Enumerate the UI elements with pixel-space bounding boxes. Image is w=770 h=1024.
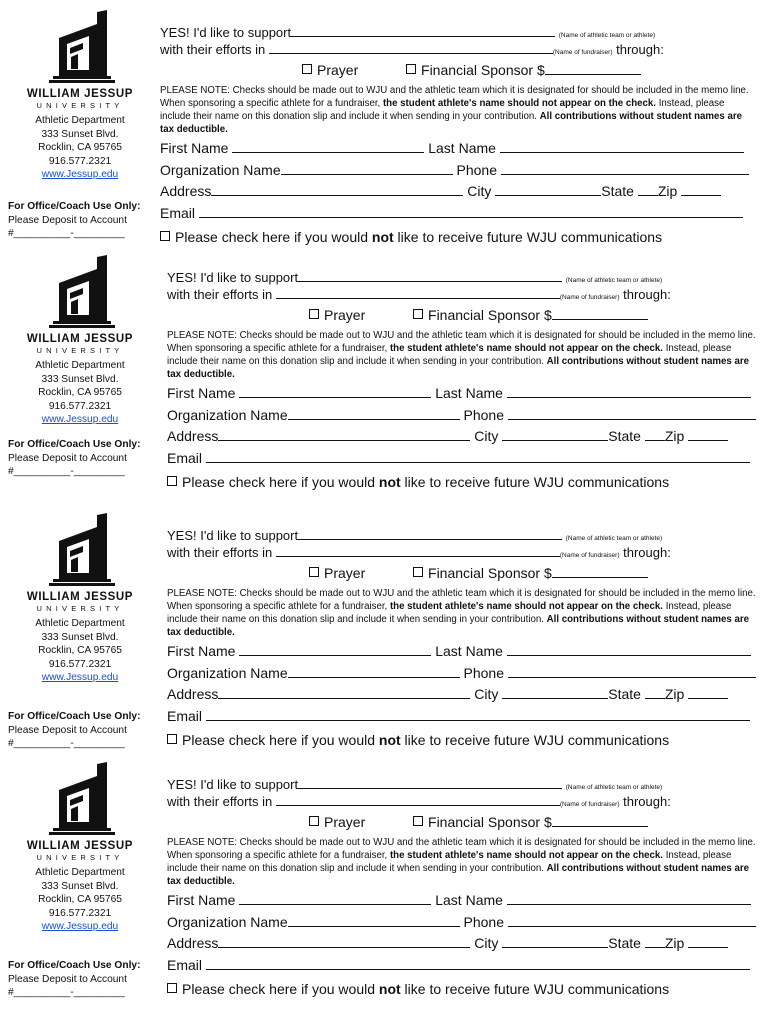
city-label: City <box>467 183 492 199</box>
city-label: City <box>474 935 499 951</box>
efforts-label: with their efforts in <box>160 42 266 57</box>
org-name-label: Organization Name <box>167 407 288 423</box>
please-note <box>167 329 761 381</box>
department: Athletic Department <box>35 867 125 878</box>
efforts-label: with their efforts in <box>167 794 273 809</box>
note-warning: the student athlete's name should not appear on the check. <box>389 601 663 612</box>
support-hint: (Name of athletic team or athlete) <box>565 535 663 542</box>
email-field[interactable] <box>199 205 743 218</box>
city-field[interactable] <box>502 428 608 441</box>
last-name-field[interactable] <box>507 643 751 656</box>
support-field[interactable] <box>298 269 562 282</box>
office-heading: For Office/Coach Use Only: <box>8 201 141 212</box>
university-logo-icon <box>45 513 115 589</box>
fundraiser-field[interactable] <box>269 41 553 54</box>
address-label: Address <box>167 686 219 702</box>
address-label: Address <box>167 935 219 951</box>
city-field[interactable] <box>495 183 601 196</box>
note-text-2: Instead, please include their name on this donation slip and include it when sending in your contribution. <box>167 343 732 367</box>
university-logo-icon <box>45 762 115 838</box>
first-name-label: First Name <box>167 385 236 401</box>
optout-not: not <box>378 732 401 748</box>
support-label: YES! I'd like to support <box>167 777 299 792</box>
please-note <box>160 84 754 136</box>
optout-checkbox[interactable] <box>167 983 177 993</box>
department: Athletic Department <box>35 115 125 126</box>
first-name-field[interactable] <box>239 892 431 905</box>
city-state-zip: Rocklin, CA 95765 <box>38 645 122 656</box>
support-field[interactable] <box>298 527 562 540</box>
donation-slip <box>0 255 770 505</box>
street: 333 Sunset Blvd. <box>41 880 119 892</box>
university-name: WILLIAM JESSUP <box>26 333 134 345</box>
note-warning: the student athlete's name should not appear on the check. <box>382 98 656 109</box>
sponsor-checkbox[interactable] <box>413 816 423 826</box>
city-label: City <box>474 686 499 702</box>
last-name-field[interactable] <box>507 385 751 398</box>
org-block <box>6 513 154 685</box>
deposit-label: Please Deposit to Account <box>8 214 127 226</box>
city-state-zip: Rocklin, CA 95765 <box>38 142 122 153</box>
street: 333 Sunset Blvd. <box>41 128 119 140</box>
efforts-label: with their efforts in <box>167 545 273 560</box>
university-subtitle: UNIVERSITY <box>36 604 124 613</box>
optout-not: not <box>378 474 401 490</box>
email-label: Email <box>160 205 196 221</box>
note-text: PLEASE NOTE: Checks should be made out to WJU and the athletic team which it is designated for should be included in the memo line. When sponsoring a specific athlete for a fundraiser, <box>167 588 756 612</box>
last-name-label: Last Name <box>435 643 503 659</box>
state-field[interactable] <box>645 428 665 441</box>
support-hint: (Name of athletic team or athlete) <box>558 32 656 39</box>
zip-field[interactable] <box>681 183 721 196</box>
org-name-label: Organization Name <box>167 914 288 930</box>
deposit-label: Please Deposit to Account <box>8 724 127 736</box>
optout-checkbox[interactable] <box>167 734 177 744</box>
last-name-field[interactable] <box>507 892 751 905</box>
org-name-field[interactable] <box>288 407 460 420</box>
org-name-label: Organization Name <box>160 162 281 178</box>
phone-label: Phone <box>463 407 504 423</box>
fundraiser-field[interactable] <box>276 544 560 557</box>
sponsor-label: Financial Sponsor $ <box>428 307 552 323</box>
city-field[interactable] <box>502 935 608 948</box>
org-block <box>6 762 154 934</box>
website-link[interactable]: www.Jessup.edu <box>41 921 119 932</box>
note-tax: All contributions without student names are tax deductible. <box>160 111 743 135</box>
support-hint: (Name of athletic team or athlete) <box>565 277 663 284</box>
address-field[interactable] <box>218 686 470 699</box>
sponsor-label: Financial Sponsor $ <box>421 62 545 78</box>
support-field[interactable] <box>298 776 562 789</box>
through-label: through: <box>616 42 664 57</box>
department: Athletic Department <box>35 618 125 629</box>
first-name-field[interactable] <box>239 643 431 656</box>
account-field[interactable]: #__________-_________ <box>8 738 125 749</box>
support-field[interactable] <box>291 24 555 37</box>
deposit-label: Please Deposit to Account <box>8 452 127 464</box>
last-name-label: Last Name <box>435 385 503 401</box>
optout-not: not <box>378 981 401 997</box>
sponsor-amount-field[interactable] <box>552 814 648 827</box>
fundraiser-hint: (Name of fundraiser) <box>559 294 620 301</box>
address-field[interactable] <box>218 428 470 441</box>
note-text-2: Instead, please include their name on this donation slip and include it when sending in your contribution. <box>167 601 732 625</box>
email-label: Email <box>167 450 203 466</box>
first-name-label: First Name <box>160 140 229 156</box>
address-block <box>6 617 154 685</box>
sponsor-amount-field[interactable] <box>552 307 648 320</box>
state-field[interactable] <box>645 686 665 699</box>
city-label: City <box>474 428 499 444</box>
sponsor-label: Financial Sponsor $ <box>428 814 552 830</box>
note-text-2: Instead, please include their name on this donation slip and include it when sending in your contribution. <box>167 850 732 874</box>
state-label: State <box>608 935 641 951</box>
fundraiser-hint: (Name of fundraiser) <box>552 49 613 56</box>
office-heading: For Office/Coach Use Only: <box>8 960 141 971</box>
prayer-checkbox[interactable] <box>309 567 319 577</box>
phone-label: Phone <box>463 665 504 681</box>
prayer-checkbox[interactable] <box>309 309 319 319</box>
address-block <box>6 359 154 427</box>
first-name-label: First Name <box>167 892 236 908</box>
email-label: Email <box>167 708 203 724</box>
zip-label: Zip <box>657 183 678 199</box>
first-name-field[interactable] <box>239 385 431 398</box>
donation-slip <box>0 513 770 763</box>
fundraiser-field[interactable] <box>276 286 560 299</box>
sponsor-checkbox[interactable] <box>406 64 416 74</box>
fundraiser-hint: (Name of fundraiser) <box>559 801 620 808</box>
support-label: YES! I'd like to support <box>167 528 299 543</box>
optout-checkbox[interactable] <box>160 231 170 241</box>
fundraiser-field[interactable] <box>276 793 560 806</box>
donation-slip <box>0 762 770 1012</box>
org-block <box>6 10 154 182</box>
prayer-checkbox[interactable] <box>302 64 312 74</box>
sponsor-amount-field[interactable] <box>552 565 648 578</box>
zip-label: Zip <box>664 686 685 702</box>
through-label: through: <box>623 794 671 809</box>
org-phone: 916.577.2321 <box>48 155 112 167</box>
deposit-label: Please Deposit to Account <box>8 973 127 985</box>
street: 333 Sunset Blvd. <box>41 631 119 643</box>
prayer-label: Prayer <box>324 814 366 830</box>
org-phone: 916.577.2321 <box>48 400 112 412</box>
optout-text-b: like to receive future WJU communications <box>400 474 670 490</box>
note-text: PLEASE NOTE: Checks should be made out to WJU and the athletic team which it is designated for should be included in the memo line. When sponsoring a specific athlete for a fundraiser, <box>160 85 749 109</box>
account-field[interactable]: #__________-_________ <box>8 466 125 477</box>
university-logo-icon <box>45 10 115 86</box>
first-name-field[interactable] <box>232 140 424 153</box>
state-label: State <box>608 686 641 702</box>
zip-field[interactable] <box>688 686 728 699</box>
support-hint: (Name of athletic team or athlete) <box>565 784 663 791</box>
org-phone: 916.577.2321 <box>48 658 112 670</box>
please-note <box>167 836 761 888</box>
optout-text-a: Please check here if you would <box>182 732 379 748</box>
account-field[interactable]: #__________-_________ <box>8 987 125 998</box>
office-use-block <box>8 710 140 751</box>
note-warning: the student athlete's name should not appear on the check. <box>389 850 663 861</box>
note-tax: All contributions without student names are tax deductible. <box>167 863 750 887</box>
zip-label: Zip <box>664 935 685 951</box>
department: Athletic Department <box>35 360 125 371</box>
university-subtitle: UNIVERSITY <box>36 346 124 355</box>
account-field[interactable]: #__________-_________ <box>8 228 125 239</box>
note-text: PLEASE NOTE: Checks should be made out to WJU and the athletic team which it is designated for should be included in the memo line. When sponsoring a specific athlete for a fundraiser, <box>167 837 756 861</box>
city-state-zip: Rocklin, CA 95765 <box>38 894 122 905</box>
address-block <box>6 114 154 182</box>
optout-text-b: like to receive future WJU communications <box>400 732 670 748</box>
zip-field[interactable] <box>688 935 728 948</box>
support-label: YES! I'd like to support <box>167 270 299 285</box>
optout-not: not <box>371 229 394 245</box>
through-label: through: <box>623 545 671 560</box>
phone-field[interactable] <box>508 914 756 927</box>
email-field[interactable] <box>206 957 750 970</box>
phone-field[interactable] <box>508 407 756 420</box>
university-logo-icon <box>45 255 115 331</box>
office-use-block <box>8 959 140 1000</box>
note-tax: All contributions without student names are tax deductible. <box>167 614 750 638</box>
last-name-field[interactable] <box>500 140 744 153</box>
last-name-label: Last Name <box>435 892 503 908</box>
donation-slip <box>0 10 770 260</box>
email-field[interactable] <box>206 450 750 463</box>
state-label: State <box>601 183 634 199</box>
org-block <box>6 255 154 427</box>
optout-text-b: like to receive future WJU communications <box>400 981 670 997</box>
address-label: Address <box>160 183 212 199</box>
org-phone: 916.577.2321 <box>48 907 112 919</box>
university-subtitle: UNIVERSITY <box>36 101 124 110</box>
address-field[interactable] <box>211 183 463 196</box>
sponsor-amount-field[interactable] <box>545 62 641 75</box>
org-name-field[interactable] <box>288 914 460 927</box>
optout-checkbox[interactable] <box>167 476 177 486</box>
phone-label: Phone <box>456 162 497 178</box>
note-text: PLEASE NOTE: Checks should be made out to WJU and the athletic team which it is designated for should be included in the memo line. When sponsoring a specific athlete for a fundraiser, <box>167 330 756 354</box>
office-use-block <box>8 200 140 241</box>
note-tax: All contributions without student names are tax deductible. <box>167 356 750 380</box>
sponsor-checkbox[interactable] <box>413 309 423 319</box>
state-label: State <box>608 428 641 444</box>
support-label: YES! I'd like to support <box>160 25 292 40</box>
university-name: WILLIAM JESSUP <box>26 840 134 852</box>
city-field[interactable] <box>502 686 608 699</box>
prayer-label: Prayer <box>324 565 366 581</box>
optout-text-b: like to receive future WJU communications <box>393 229 663 245</box>
website-link[interactable]: www.Jessup.edu <box>41 169 119 180</box>
last-name-label: Last Name <box>428 140 496 156</box>
office-heading: For Office/Coach Use Only: <box>8 439 141 450</box>
prayer-label: Prayer <box>324 307 366 323</box>
org-name-field[interactable] <box>281 162 453 175</box>
website-link[interactable]: www.Jessup.edu <box>41 672 119 683</box>
fundraiser-hint: (Name of fundraiser) <box>559 552 620 559</box>
office-use-block <box>8 438 140 479</box>
phone-field[interactable] <box>501 162 749 175</box>
university-name: WILLIAM JESSUP <box>26 88 134 100</box>
please-note <box>167 587 761 639</box>
through-label: through: <box>623 287 671 302</box>
street: 333 Sunset Blvd. <box>41 373 119 385</box>
city-state-zip: Rocklin, CA 95765 <box>38 387 122 398</box>
address-field[interactable] <box>218 935 470 948</box>
university-subtitle: UNIVERSITY <box>36 853 124 862</box>
first-name-label: First Name <box>167 643 236 659</box>
email-label: Email <box>167 957 203 973</box>
prayer-label: Prayer <box>317 62 359 78</box>
zip-label: Zip <box>664 428 685 444</box>
university-name: WILLIAM JESSUP <box>26 591 134 603</box>
state-field[interactable] <box>645 935 665 948</box>
optout-text-a: Please check here if you would <box>182 981 379 997</box>
note-warning: the student athlete's name should not appear on the check. <box>389 343 663 354</box>
optout-text-a: Please check here if you would <box>182 474 379 490</box>
efforts-label: with their efforts in <box>167 287 273 302</box>
address-block <box>6 866 154 934</box>
office-heading: For Office/Coach Use Only: <box>8 711 141 722</box>
org-name-label: Organization Name <box>167 665 288 681</box>
optout-text-a: Please check here if you would <box>175 229 372 245</box>
sponsor-label: Financial Sponsor $ <box>428 565 552 581</box>
phone-label: Phone <box>463 914 504 930</box>
zip-field[interactable] <box>688 428 728 441</box>
website-link[interactable]: www.Jessup.edu <box>41 414 119 425</box>
email-field[interactable] <box>206 708 750 721</box>
state-field[interactable] <box>638 183 658 196</box>
note-text-2: Instead, please include their name on this donation slip and include it when sending in your contribution. <box>160 98 725 122</box>
phone-field[interactable] <box>508 665 756 678</box>
prayer-checkbox[interactable] <box>309 816 319 826</box>
address-label: Address <box>167 428 219 444</box>
sponsor-checkbox[interactable] <box>413 567 423 577</box>
org-name-field[interactable] <box>288 665 460 678</box>
